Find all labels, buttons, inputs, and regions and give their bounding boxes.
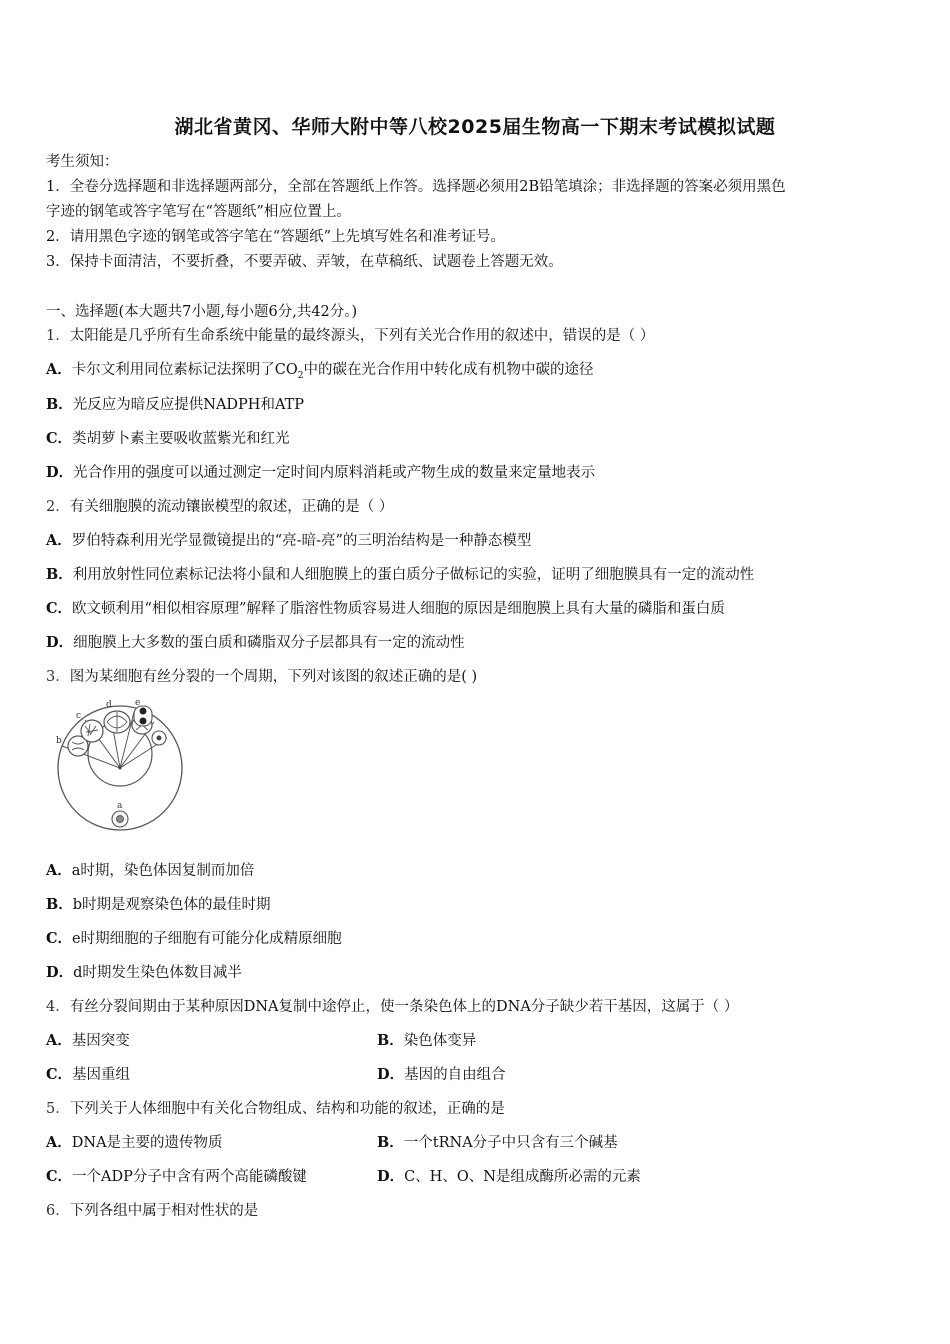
question-stem: 有丝分裂间期由于某种原因DNA复制中途停止，使一条染色体上的DNA分子缺少若干基因，这属于（ ） — [69, 999, 739, 1015]
question-stem: 图为某细胞有丝分裂的一个周期，下列对该图的叙述正确的是( ) — [69, 669, 478, 685]
question-number: 2． — [46, 499, 70, 515]
notice-item-3: 3．保持卡面清洁，不要折叠，不要弄破、弄皱，在草稿纸、试题卷上答题无效。 — [46, 254, 563, 270]
question-3 — [46, 667, 477, 687]
page-title: 湖北省黄冈、华师大附中等八校2025届生物高一下期末考试模拟试题 — [174, 116, 776, 138]
figure-label-a: a — [117, 801, 123, 811]
option-2d: D．细胞膜上大多数的蛋白质和磷脂双分子层都具有一定的流动性 — [46, 634, 465, 651]
option-4b: B．染色体变异 — [377, 1032, 477, 1049]
figure-label-b: b — [56, 736, 62, 746]
question-number: 3． — [46, 669, 70, 685]
option-2c: C．欧文顿利用“相似相容原理”解释了脂溶性物质容易进人细胞的原因是细胞膜上具有大量的磷脂和蛋白质 — [46, 600, 725, 617]
section-heading: 一、选择题(本大题共7小题,每小题6分,共42分。) — [46, 304, 358, 320]
figure-label-d: d — [106, 700, 112, 710]
option-4a: A．基因突变 — [46, 1032, 130, 1049]
notice-item-1: 1．全卷分选择题和非选择题两部分，全部在答题纸上作答。选择题必须用2B铅笔填涂；非选择题的答案必须用黑色 — [46, 179, 786, 195]
question-number: 4． — [46, 999, 70, 1015]
option-3b: B．b时期是观察染色体的最佳时期 — [46, 896, 271, 913]
daughter-nucleus — [140, 708, 147, 715]
question-number: 6． — [46, 1203, 70, 1219]
option-2a: A．罗伯特森利用光学显微镜提出的“亮-暗-亮”的三明治结构是一种静态模型 — [46, 532, 532, 549]
option-5b: B．一个tRNA分子中只含有三个碱基 — [377, 1134, 618, 1151]
option-3d: D．d时期发生染色体数目减半 — [46, 964, 242, 981]
nucleus — [117, 816, 124, 823]
center-point — [119, 767, 122, 770]
question-stem: 下列关于人体细胞中有关化合物组成、结构和功能的叙述，正确的是 — [69, 1101, 505, 1117]
figure-label-c: c — [76, 711, 82, 721]
question-1 — [46, 326, 654, 346]
option-5d: D．C、H、O、N是组成酶所必需的元素 — [377, 1168, 641, 1185]
notice-item-1-cont: 字迹的钢笔或答字笔写在“答题纸”相应位置上。 — [46, 204, 351, 220]
option-1a: A．卡尔文利用同位素标记法探明了$CO_2$中的碳在光合作用中转化成有机物中碳的途径 — [46, 361, 594, 381]
option-3a: A．a时期，染色体因复制而加倍 — [46, 862, 255, 879]
question-stem: 下列各组中属于相对性状的是 — [69, 1203, 259, 1219]
figure-label-e: e — [135, 698, 141, 708]
option-5a: A．DNA是主要的遗传物质 — [46, 1134, 223, 1151]
question-number: 1． — [46, 328, 70, 344]
option-4d: D．基因的自由组合 — [377, 1066, 506, 1083]
notice-heading: 考生须知： — [46, 154, 119, 170]
option-3c: C．e时期细胞的子细胞有可能分化成精原细胞 — [46, 930, 342, 947]
cell-cycle-diagram — [52, 698, 188, 832]
option-1d: D．光合作用的强度可以通过测定一定时间内原料消耗或产物生成的数量来定量地表示 — [46, 464, 596, 481]
question-number: 5． — [46, 1101, 70, 1117]
question-stem: 太阳能是几乎所有生命系统中能量的最终源头，下列有关光合作用的叙述中，错误的是（ ） — [69, 328, 655, 344]
question-4 — [46, 997, 738, 1017]
daughter-nucleus — [140, 718, 147, 725]
question-stem: 有关细胞膜的流动镶嵌模型的叙述，正确的是（ ） — [69, 499, 394, 515]
nucleus — [157, 736, 162, 741]
question-6 — [46, 1201, 258, 1221]
option-1b: B．光反应为暗反应提供NADPH和ATP — [46, 396, 305, 413]
option-2b: B．利用放射性同位素标记法将小鼠和人细胞膜上的蛋白质分子做标记的实验，证明了细胞膜具有一定的流动性 — [46, 566, 755, 583]
option-4c: C．基因重组 — [46, 1066, 131, 1083]
option-5c: C．一个ADP分子中含有两个高能磷酸键 — [46, 1168, 307, 1185]
question-5 — [46, 1099, 505, 1119]
option-1c: C．类胡萝卜素主要吸收蓝紫光和红光 — [46, 430, 290, 447]
notice-item-2: 2．请用黑色字迹的钢笔或答字笔在“答题纸”上先填写姓名和准考证号。 — [46, 229, 506, 245]
question-2 — [46, 497, 393, 517]
